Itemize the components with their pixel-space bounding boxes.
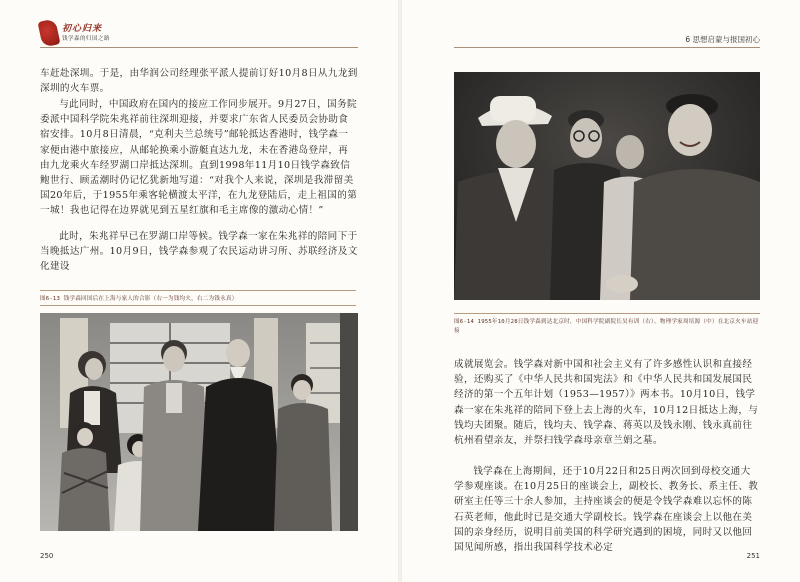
paragraph: 钱学森在上海期间，还于10月22日和25日两次回到母校交通大学参观座谈。在10月25日的座谈会上，副校长、教务长、系主任、教研室主任等三十余人参加，主持座谈会的便是令钱学森难以忘怀的陈石英老师，他此时已是交通大学副校长。钱学森在座谈会上以他在美国的亲身经历，说明目前美国的科学研究遇到的困境，同时又以他回国见闻所感，指出我国科学技术必定 — [454, 466, 759, 554]
brush-logo-icon — [37, 18, 60, 47]
caption-rule — [40, 290, 356, 291]
figure-caption: 图6-13 钱学森回国后在上海与家人的合影（右一为钱均夫，右二为钱永真） — [40, 296, 238, 302]
paragraph: 与此同时，中国政府在国内的接应工作同步展开。9月27日，国务院委派中国科学院朱兆祥前往深圳迎接，并要求广东省人民委员会协助食宿安排。10月8日清晨，“克利夫兰总统号”邮轮抵达香港时，钱学森一家便由港中旅接应，从邮轮换乘小游艇直达九龙，未在香港岛登岸，再由九龙乘火车经罗湖口岸抵达深圳。直到1998年11月10日钱学森致信鲍世行、顾孟潮时仍记忆犹新地写道：“对我个人来说，深圳是我滞留美国20年后，于1955年乘客轮横渡太平洋，在九龙登陆后，走上祖国的第一城！我也记得在边界就见到五星红旗和毛主席像的激动心情！” — [40, 99, 358, 217]
family-photo — [40, 313, 358, 531]
figure-caption: 图6-14 1955年10月28日钱学森到达北京时，中国科学院副院长吴有训（右）、物理学家周培源（中）在北京火车站迎接 — [454, 319, 759, 334]
page-number: 250 — [40, 552, 54, 560]
logo-subtitle: 钱学森的归国之路 — [62, 36, 111, 42]
header-rule — [454, 47, 760, 48]
caption-rule — [40, 305, 356, 306]
arrival-photo — [454, 72, 760, 300]
logo-title: 初心归来 — [62, 24, 103, 34]
caption-rule — [454, 313, 760, 314]
chapter-header: 6 思想启蒙与报国初心 — [685, 35, 760, 44]
header-rule — [40, 47, 358, 48]
paragraph: 此时，朱兆祥早已在罗湖口岸等候。钱学森一家在朱兆祥的陪同下于当晚抵达广州。10月9日，钱学森参观了农民运动讲习所、苏联经济及文化建设 — [40, 231, 358, 273]
paragraph-continued: 车赶赴深圳。于是，由华润公司经理张平派人提前订好10月8日从九龙到深圳的火车票。 — [40, 68, 358, 95]
right-page — [400, 0, 800, 582]
page-number: 251 — [746, 552, 760, 560]
paragraph-continued: 成就展览会。钱学森对新中国和社会主义有了许多感性认识和直接经验，还购买了《中华人民共和国宪法》和《中华人民共和国发展国民经济的第一个五年计划（1953—1957）》两本书。10月10日，钱学森一家在朱兆祥的陪同下登上去上海的火车，10月12日抵达上海，与钱均夫团聚。随后，钱均夫、钱学森、蒋英以及钱永刚、钱永真前往杭州看望亲友，并祭扫钱学森母亲章兰娟之墓。 — [454, 359, 759, 447]
book-logo — [40, 20, 160, 50]
